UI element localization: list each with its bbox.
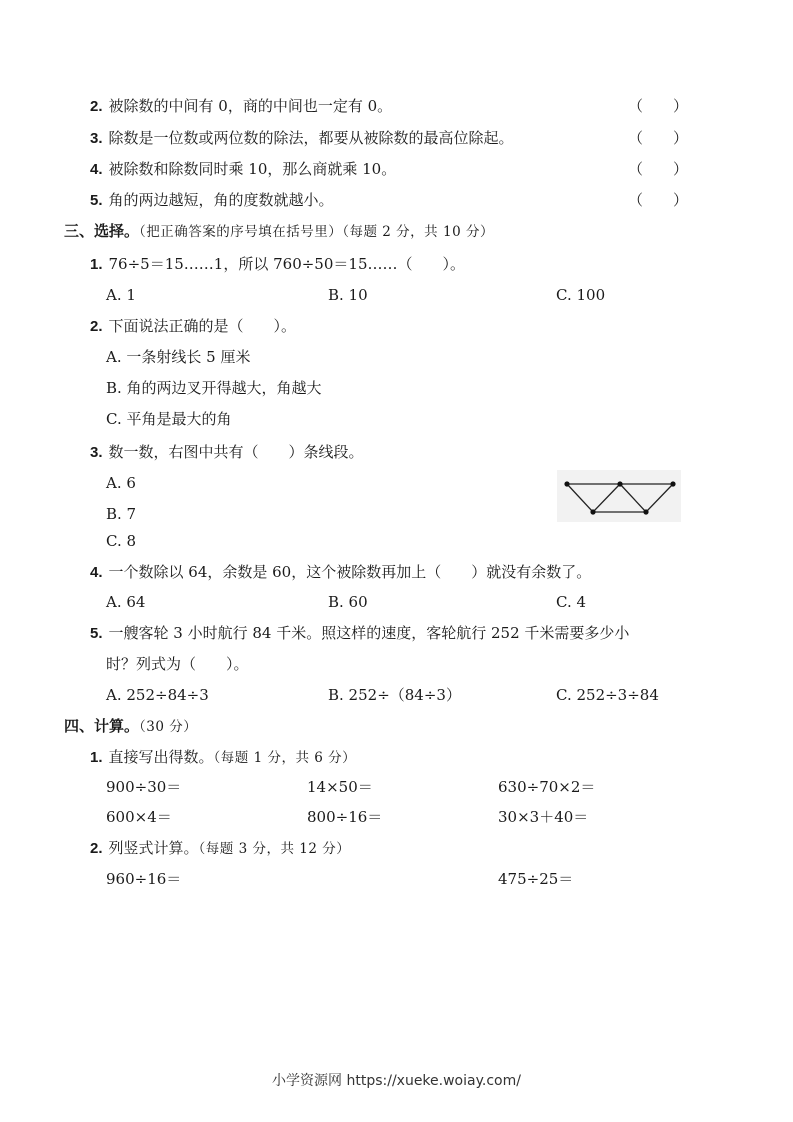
item-number: 4. bbox=[90, 564, 103, 581]
part-text: 列竖式计算。 bbox=[108, 839, 199, 857]
answer-paren: （ ） bbox=[628, 97, 689, 115]
option-a: A. 6 bbox=[106, 474, 136, 492]
figure-background bbox=[557, 470, 681, 522]
option-a: A. 252÷84÷3 bbox=[106, 686, 209, 704]
judge-item-4 bbox=[90, 159, 396, 180]
option-c: C. 100 bbox=[556, 286, 606, 304]
point bbox=[670, 481, 675, 486]
item-text: 被除数的中间有 0，商的中间也一定有 0。 bbox=[108, 97, 393, 115]
line-segment-figure bbox=[557, 470, 681, 522]
section-choice-heading bbox=[64, 221, 494, 242]
choice-q4 bbox=[90, 562, 591, 583]
calc-expression: 900÷30＝ bbox=[106, 778, 182, 796]
choice-q3 bbox=[90, 442, 364, 463]
option-b: B. 10 bbox=[328, 286, 368, 304]
choice-q5 bbox=[90, 623, 629, 644]
choice-q2 bbox=[90, 316, 296, 337]
calc-expression: 960÷16＝ bbox=[106, 870, 182, 888]
item-number: 2. bbox=[90, 98, 103, 115]
section-calc-heading bbox=[64, 716, 197, 737]
calc-expression: 30×3＋40＝ bbox=[498, 808, 589, 826]
option-a: A. 1 bbox=[106, 286, 136, 304]
item-text: 除数是一位数或两位数的除法，都要从被除数的最高位除起。 bbox=[108, 129, 514, 147]
item-text: 角的两边越短，角的度数就越小。 bbox=[108, 191, 334, 209]
question-text: 一艘客轮 3 小时航行 84 千米。照这样的速度，客轮航行 252 千米需要多少小 bbox=[108, 624, 630, 642]
item-number: 5. bbox=[90, 625, 103, 642]
option-c: C. 平角是最大的角 bbox=[106, 410, 232, 428]
answer-paren: （ ） bbox=[628, 129, 689, 147]
calc-expression: 475÷25＝ bbox=[498, 870, 574, 888]
question-text: 一个数除以 64，余数是 60，这个被除数再加上（ ）就没有余数了。 bbox=[108, 563, 592, 581]
item-number: 1. bbox=[90, 749, 103, 766]
calc-expression: 600×4＝ bbox=[106, 808, 172, 826]
item-number: 4. bbox=[90, 161, 103, 178]
part-text: 直接写出得数。 bbox=[108, 748, 214, 766]
item-number: 5. bbox=[90, 192, 103, 209]
judge-item-3 bbox=[90, 128, 514, 149]
calc-part-1 bbox=[90, 747, 356, 768]
point bbox=[643, 509, 648, 514]
section-title: 三、选择。 bbox=[64, 222, 140, 240]
item-number: 1. bbox=[90, 256, 103, 273]
option-b: B. 角的两边叉开得越大，角越大 bbox=[106, 379, 322, 397]
section-title: 四、计算。 bbox=[64, 717, 140, 735]
part-note: （每题 3 分，共 12 分） bbox=[198, 841, 351, 857]
choice-q5-line2: 时？列式为（ ）。 bbox=[106, 655, 249, 673]
option-b: B. 7 bbox=[106, 505, 137, 523]
question-text: 下面说法正确的是（ ）。 bbox=[108, 317, 297, 335]
calc-expression: 800÷16＝ bbox=[307, 808, 383, 826]
option-c: C. 252÷3÷84 bbox=[556, 686, 659, 704]
item-text: 被除数和除数同时乘 10，那么商就乘 10。 bbox=[108, 160, 397, 178]
part-note: （每题 1 分，共 6 分） bbox=[213, 750, 357, 766]
answer-paren: （ ） bbox=[628, 160, 689, 178]
question-text: 数一数，右图中共有（ ）条线段。 bbox=[108, 443, 364, 461]
option-a: A. 一条射线长 5 厘米 bbox=[106, 348, 251, 366]
section-note: （30 分） bbox=[139, 719, 198, 735]
item-number: 2. bbox=[90, 318, 103, 335]
point bbox=[590, 509, 595, 514]
choice-q1 bbox=[90, 254, 465, 275]
item-number: 3. bbox=[90, 130, 103, 147]
calc-part-2 bbox=[90, 838, 350, 859]
item-number: 2. bbox=[90, 840, 103, 857]
section-note: （把正确答案的序号填在括号里）（每题 2 分，共 10 分） bbox=[139, 224, 494, 240]
option-b: B. 252÷（84÷3） bbox=[328, 686, 461, 704]
calc-expression: 630÷70×2＝ bbox=[498, 778, 596, 796]
judge-item-5 bbox=[90, 190, 334, 211]
point bbox=[617, 481, 622, 486]
option-b: B. 60 bbox=[328, 593, 368, 611]
option-c: C. 4 bbox=[556, 593, 587, 611]
judge-item-2 bbox=[90, 96, 392, 117]
point bbox=[564, 481, 569, 486]
item-number: 3. bbox=[90, 444, 103, 461]
option-c: C. 8 bbox=[106, 532, 137, 550]
answer-paren: （ ） bbox=[628, 191, 689, 209]
question-text: 76÷5＝15……1，所以 760÷50＝15……（ ）。 bbox=[108, 255, 465, 273]
page-footer: 小学资源网 https://xueke.woiay.com/ bbox=[272, 1073, 521, 1089]
calc-expression: 14×50＝ bbox=[307, 778, 373, 796]
option-a: A. 64 bbox=[106, 593, 146, 611]
